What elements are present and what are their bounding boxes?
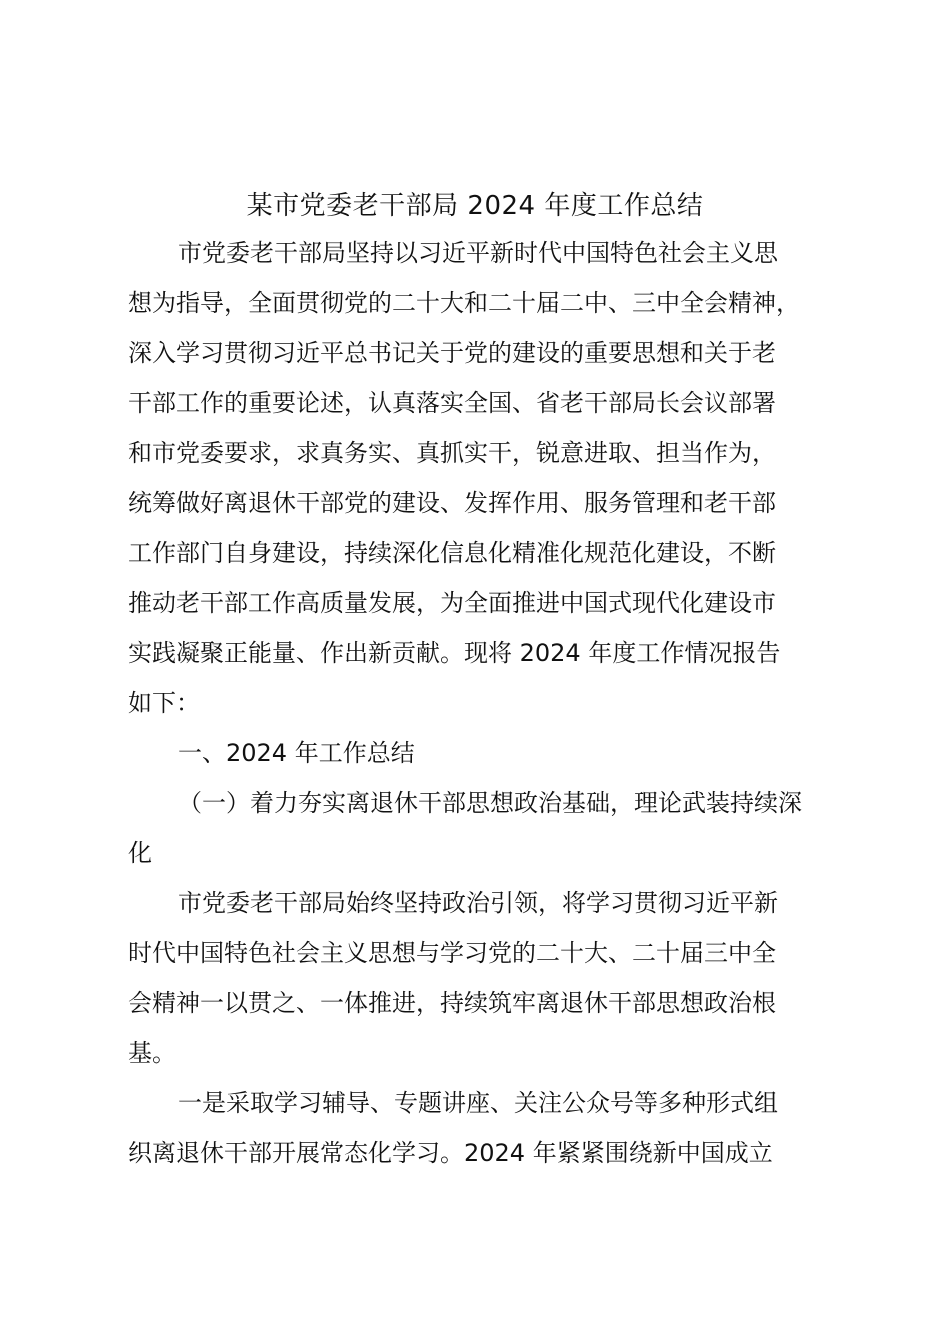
paragraph-line: 和市党委要求，求真务实、真抓实干，锐意进取、担当作为， [128, 439, 776, 467]
paragraph-line: 会精神一以贯之、一体推进，持续筑牢离退休干部思想政治根 [128, 989, 776, 1017]
paragraph-line: 工作部门自身建设，持续深化信息化精准化规范化建设，不断 [128, 539, 776, 567]
paragraph-line: 市党委老干部局坚持以习近平新时代中国特色社会主义思 [178, 239, 778, 267]
paragraph-line: 想为指导，全面贯彻党的二十大和二十届二中、三中全会精神， [128, 289, 800, 317]
paragraph-line: 基。 [128, 1039, 176, 1067]
subsection-heading-continued: 化 [128, 839, 152, 867]
paragraph-line: 织离退休干部开展常态化学习。2024 年紧紧围绕新中国成立 [128, 1139, 773, 1167]
paragraph-line: 实践凝聚正能量、作出新贡献。现将 2024 年度工作情况报告 [128, 639, 781, 667]
section-heading: 一、2024 年工作总结 [178, 739, 415, 767]
subsection-heading: （一）着力夯实离退休干部思想政治基础，理论武装持续深 [178, 789, 802, 817]
paragraph-line: 一是采取学习辅导、专题讲座、关注公众号等多种形式组 [178, 1089, 778, 1117]
paragraph-line: 时代中国特色社会主义思想与学习党的二十大、二十届三中全 [128, 939, 776, 967]
paragraph-line: 推动老干部工作高质量发展，为全面推进中国式现代化建设市 [128, 589, 776, 617]
paragraph-line: 如下： [128, 689, 200, 717]
document-title: 某市党委老干部局 2024 年度工作总结 [246, 191, 704, 221]
paragraph-line: 干部工作的重要论述，认真落实全国、省老干部局长会议部署 [128, 389, 776, 417]
paragraph-line: 深入学习贯彻习近平总书记关于党的建设的重要思想和关于老 [128, 339, 776, 367]
paragraph-line: 市党委老干部局始终坚持政治引领，将学习贯彻习近平新 [178, 889, 778, 917]
paragraph-line: 统筹做好离退休干部党的建设、发挥作用、服务管理和老干部 [128, 489, 776, 517]
